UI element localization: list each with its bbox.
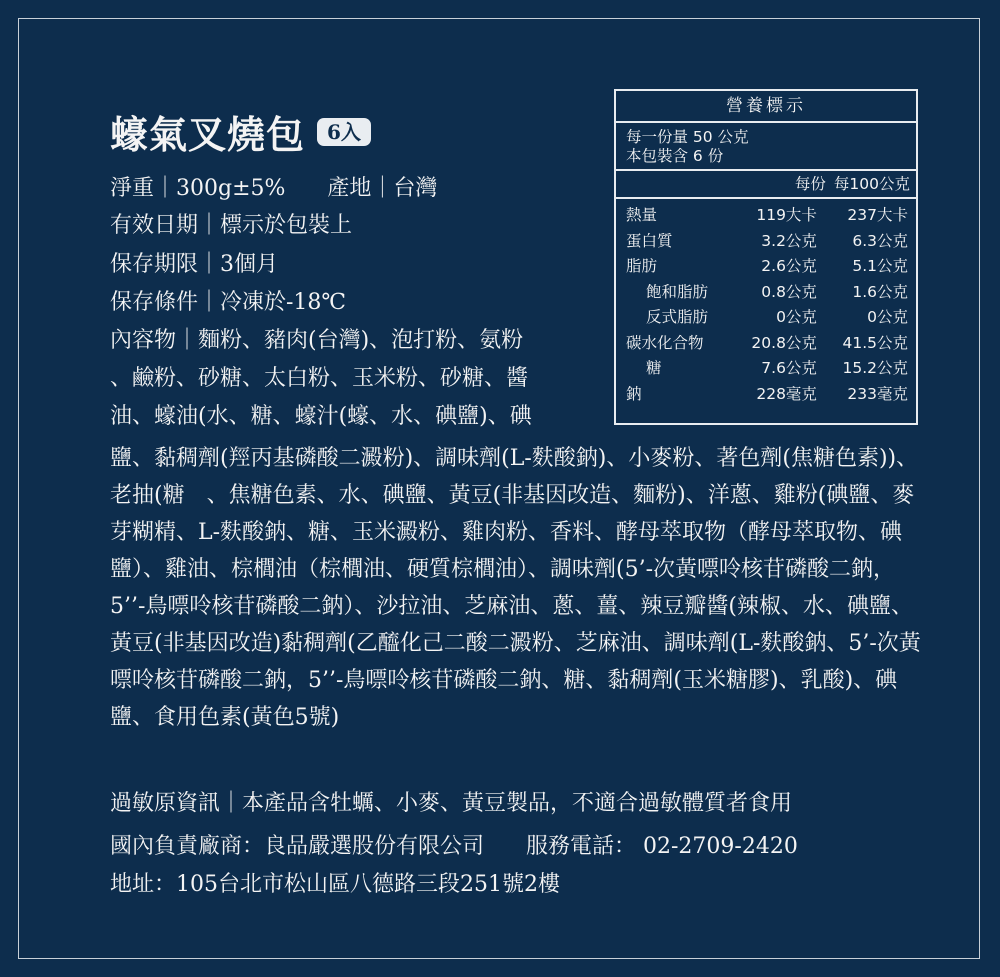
serving-size: 每一份量 50 公克 — [626, 128, 749, 146]
nutrition-row: 蛋白質 3.2公克 6.3公克 — [626, 231, 908, 250]
manufacturer: 國內負責廠商：良品嚴選股份有限公司 — [110, 834, 485, 859]
nutrition-rows — [616, 203, 916, 407]
manufacturer-phone-line — [110, 828, 798, 865]
shelf-life: 保存期限｜3個月 — [110, 252, 278, 277]
col-per-100g: 每100公克 — [833, 175, 910, 193]
count-badge: 6入 — [317, 118, 371, 146]
nutrition-row: 脂肪 2.6公克 5.1公克 — [626, 257, 908, 275]
ingredients-line-1: 內容物｜麵粉、豬肉(台灣)、泡打粉、氨粉 — [110, 328, 524, 353]
allergen-info: 過敏原資訊｜本產品含牡蠣、小麥、黃豆製品，不適合過敏體質者食用 — [110, 791, 793, 816]
col-per-serving: 每份 — [794, 175, 826, 193]
product-title: 蠔氣叉燒包 — [110, 112, 306, 157]
ingredients-line-3: 油、蠔油(水、糖、蠔汁(蠔、水、碘鹽)、碘 — [110, 404, 532, 429]
service-phone: 服務電話： 02-2709-2420 — [526, 834, 798, 859]
origin: 產地｜台灣 — [327, 176, 438, 201]
ingredients-rest: 鹽、黏稠劑(羥丙基磷酸二澱粉)、調味劑(L-麩酸鈉)、小麥粉、著色劑(焦糖色素))、老抽(糖 、焦糖色素、水、碘鹽、黃豆(非基因改造、麵粉)、洋蔥、雞粉(碘鹽、麥芽糊精、L-麩酸鈉、糖、玉米澱粉、雞肉粉、香料、酵母萃取物（酵母萃取物、碘鹽）、雞油、棕櫚油（棕櫚油、硬質棕櫚油）、調味劑(5’-次黃嘌呤核苷磷酸二鈉，5’’-鳥嘌呤核苷磷酸二鈉）、沙拉油、芝麻油、蔥、薑、辣豆瓣醬(辣椒、水、碘鹽、黃豆(非基因改造)黏稠劑(乙醯化己二酸二澱粉、芝麻油、調味劑(L-麩酸鈉、5’-次黃嘌呤核苷磷酸二鈉，5’’-鳥嘌呤核苷磷酸二鈉、糖、黏稠劑(玉米糖膠)、乳酸)、碘鹽、食用色素(黃色5號) — [110, 446, 921, 730]
nutrition-column-headers — [616, 171, 916, 199]
title-row — [110, 104, 371, 159]
nutrition-row: 碳水化合物 20.8公克 41.5公克 — [626, 333, 908, 352]
nutrition-facts-table — [614, 89, 918, 425]
expiry-date: 有效日期｜標示於包裝上 — [110, 213, 353, 238]
nutrition-row: 鈉 228毫克 233毫克 — [626, 384, 908, 403]
address: 地址：105台北市松山區八德路三段251號2樓 — [110, 872, 560, 897]
servings-per-pack: 本包裝含 6 份 — [626, 147, 724, 165]
net-weight-origin-line — [110, 170, 437, 207]
serving-info — [616, 123, 916, 171]
nutrition-heading: 營養標示 — [616, 91, 916, 123]
ingredients-line-2: 、鹼粉、砂糖、太白粉、玉米粉、砂糖、醬 — [110, 366, 529, 391]
storage-condition: 保存條件｜冷凍於-18℃ — [110, 290, 347, 315]
nutrition-row: 反式脂肪 0公克 0公克 — [646, 308, 908, 326]
nutrition-row: 飽和脂肪 0.8公克 1.6公克 — [646, 282, 908, 301]
nutrition-row: 糖 7.6公克 15.2公克 — [646, 359, 908, 377]
net-weight: 淨重｜300g±5% — [110, 176, 286, 201]
nutrition-row: 熱量 119大卡 237大卡 — [626, 206, 908, 224]
